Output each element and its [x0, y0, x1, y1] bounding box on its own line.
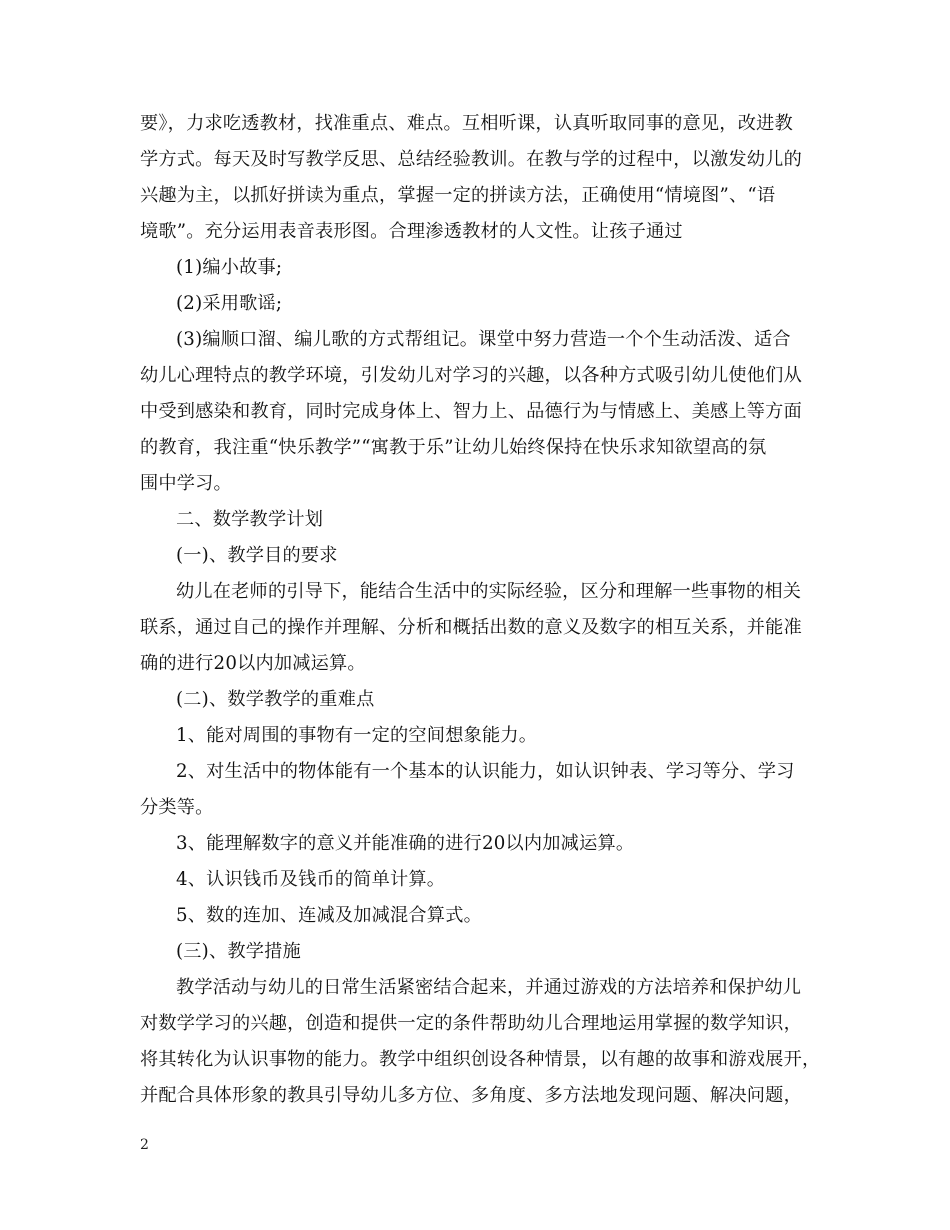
subsection-heading: (三)、教学措施: [176, 941, 301, 962]
list-item: 3、能理解数字的意义并能准确的进行20以内加减运算。: [176, 833, 635, 854]
list-item: 5、数的连加、连减及加减混合算式。: [176, 905, 482, 926]
paragraph-line: 要》，力求吃透教材，找准重点、难点。互相听课，认真听取同事的意见，改进教: [140, 113, 793, 134]
paragraph-line: 兴趣为主，以抓好拼读为重点，掌握一定的拼读方法，正确使用“情境图”、“语: [140, 185, 776, 206]
list-item: (1)编小故事;: [176, 257, 283, 278]
paragraph-line: 分类等。: [140, 797, 214, 818]
list-item: (2)采用歌谣;: [176, 293, 283, 314]
paragraph-line: 联系，通过自己的操作并理解、分析和概括出数的意义及数字的相互关系，并能准: [140, 617, 802, 638]
paragraph-line: 的教育，我注重“快乐教学”“寓教于乐”让幼儿始终保持在快乐求知欲望高的氛: [140, 437, 767, 458]
paragraph-line: 确的进行20以内加减运算。: [140, 653, 366, 674]
section-heading: 二、数学教学计划: [176, 509, 324, 530]
paragraph-line: 境歌”。充分运用表音表形图。合理渗透教材的人文性。让孩子通过: [140, 221, 683, 242]
list-item: 2、对生活中的物体能有一个基本的认识能力，如认识钟表、学习等分、学习: [176, 761, 795, 782]
paragraph-line: 围中学习。: [140, 473, 232, 494]
subsection-heading: (二)、数学教学的重难点: [176, 689, 375, 710]
paragraph-line: 并配合具体形象的教具引导幼儿多方位、多角度、多方法地发现问题、解决问题，: [140, 1085, 802, 1106]
paragraph-line: 教学活动与幼儿的日常生活紧密结合起来，并通过游戏的方法培养和保护幼儿: [176, 977, 802, 998]
paragraph-line: 将其转化为认识事物的能力。教学中组织创设各种情景，以有趣的故事和游戏展开，: [140, 1049, 821, 1070]
list-item: (3)编顺口溜、编儿歌的方式帮组记。课堂中努力营造一个个生动活泼、适合: [176, 329, 791, 350]
list-item: 4、认识钱币及钱币的简单计算。: [176, 869, 446, 890]
paragraph-line: 幼儿心理特点的教学环境，引发幼儿对学习的兴趣，以各种方式吸引幼儿使他们从: [140, 365, 802, 386]
paragraph-line: 幼儿在老师的引导下，能结合生活中的实际经验，区分和理解一些事物的相关: [176, 581, 802, 602]
subsection-heading: (一)、教学目的要求: [176, 545, 338, 566]
page-number: 2: [140, 1137, 149, 1153]
list-item: 1、能对周围的事物有一定的空间想象能力。: [176, 725, 538, 746]
paragraph-line: 学方式。每天及时写教学反思、总结经验教训。在教与学的过程中，以激发幼儿的: [140, 149, 802, 170]
paragraph-line: 中受到感染和教育，同时完成身体上、智力上、品德行为与情感上、美感上等方面: [140, 401, 802, 422]
paragraph-line: 对数学学习的兴趣，创造和提供一定的条件帮助幼儿合理地运用掌握的数学知识，: [140, 1013, 802, 1034]
